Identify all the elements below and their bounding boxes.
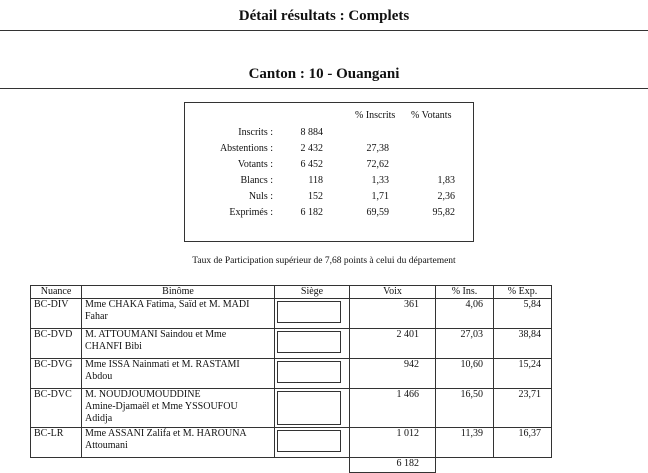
- summary-value: 6 452: [300, 159, 323, 170]
- summary-row-abstentions: [185, 143, 473, 159]
- cell-pct-ins: 10,60: [436, 359, 494, 389]
- results-table: [30, 285, 552, 473]
- summary-label: Exprimés :: [229, 207, 273, 218]
- cell-binome: [82, 329, 275, 359]
- cell-binome: [82, 389, 275, 428]
- summary-row-exprimes: [185, 207, 473, 223]
- table-row: [31, 389, 552, 428]
- summary-value: 118: [308, 175, 323, 186]
- cell-binome: [82, 299, 275, 329]
- cell-voix: 1 012: [350, 428, 436, 458]
- summary-value: 2 432: [300, 143, 323, 154]
- siege-box: [277, 331, 341, 353]
- binome-line: M. ATTOUMANI Saindou et Mme: [85, 329, 227, 340]
- binome-line: Amine-Djamaël et Mme YSSOUFOU: [85, 401, 238, 412]
- table-row: [31, 329, 552, 359]
- header-voix: Voix: [350, 286, 436, 299]
- summary-pct-votants: 2,36: [437, 191, 455, 202]
- cell-voix: 1 466: [350, 389, 436, 428]
- siege-box: [277, 430, 341, 452]
- title-divider: [0, 30, 648, 31]
- summary-box: [184, 102, 474, 242]
- table-row: [31, 299, 552, 329]
- header-pct-exp: % Exp.: [494, 286, 552, 299]
- siege-box: [277, 301, 341, 323]
- summary-label: Nuls :: [248, 191, 273, 202]
- cell-nuance: BC-DVC: [31, 389, 82, 428]
- canton-title: Canton : 10 - Ouangani: [248, 66, 400, 82]
- cell-siege: [275, 329, 350, 359]
- col-header-pct-inscrits: % Inscrits: [355, 110, 396, 121]
- siege-box: [277, 361, 341, 383]
- header-nuance: Nuance: [31, 286, 82, 299]
- cell-voix: 361: [350, 299, 436, 329]
- summary-pct-inscrits: 27,38: [366, 143, 389, 154]
- cell-siege: [275, 389, 350, 428]
- summary-pct-inscrits: 69,59: [366, 207, 389, 218]
- empty-cell: [31, 458, 82, 473]
- cell-siege: [275, 359, 350, 389]
- cell-voix: 942: [350, 359, 436, 389]
- cell-voix: 2 401: [350, 329, 436, 359]
- canton-divider: [0, 88, 648, 89]
- cell-pct-ins: 16,50: [436, 389, 494, 428]
- binome-line: M. NOUDJOUMOUDDINE: [85, 389, 201, 400]
- cell-pct-exp: 38,84: [494, 329, 552, 359]
- total-row: [31, 458, 552, 473]
- summary-label: Votants :: [237, 159, 273, 170]
- header-pct-ins: % Ins.: [436, 286, 494, 299]
- participation-note: Taux de Participation supérieur de 7,68 points à celui du département: [192, 256, 456, 266]
- cell-siege: [275, 299, 350, 329]
- total-voix: 6 182: [350, 458, 436, 473]
- col-header-pct-votants: % Votants: [411, 110, 452, 121]
- cell-nuance: BC-DVD: [31, 329, 82, 359]
- summary-pct-inscrits: 72,62: [366, 159, 389, 170]
- cell-nuance: BC-DIV: [31, 299, 82, 329]
- cell-binome: [82, 428, 275, 458]
- header-binome: Binôme: [82, 286, 275, 299]
- binome-line: CHANFI Bibi: [85, 341, 142, 352]
- cell-binome: [82, 359, 275, 389]
- summary-row-blancs: [185, 175, 473, 191]
- siege-box: [277, 391, 341, 425]
- cell-pct-exp: 5,84: [494, 299, 552, 329]
- empty-cell: [275, 458, 350, 473]
- binome-line: Abdou: [85, 371, 113, 382]
- summary-row-inscrits: [185, 127, 473, 143]
- results-header-row: [31, 286, 552, 299]
- empty-cell: [494, 458, 552, 473]
- summary-pct-votants: 95,82: [432, 207, 455, 218]
- empty-cell: [82, 458, 275, 473]
- summary-value: 152: [308, 191, 323, 202]
- summary-pct-inscrits: 1,33: [371, 175, 389, 186]
- binome-line: Adidja: [85, 413, 113, 424]
- summary-label: Abstentions :: [219, 143, 273, 154]
- cell-pct-exp: 16,37: [494, 428, 552, 458]
- cell-pct-exp: 15,24: [494, 359, 552, 389]
- cell-nuance: BC-DVG: [31, 359, 82, 389]
- cell-nuance: BC-LR: [31, 428, 82, 458]
- summary-pct-inscrits: 1,71: [371, 191, 389, 202]
- summary-label: Inscrits :: [238, 127, 273, 138]
- binome-line: Mme ISSA Nainmati et M. RASTAMI: [85, 359, 240, 370]
- cell-siege: [275, 428, 350, 458]
- binome-line: Fahar: [85, 311, 108, 322]
- summary-value: 6 182: [300, 207, 323, 218]
- page-title: Détail résultats : Complets: [238, 8, 410, 24]
- cell-pct-ins: 4,06: [436, 299, 494, 329]
- summary-value: 8 884: [300, 127, 323, 138]
- cell-pct-ins: 27,03: [436, 329, 494, 359]
- binome-line: Mme CHAKA Fatima, Saïd et M. MADI: [85, 299, 250, 310]
- table-row: [31, 359, 552, 389]
- summary-row-nuls: [185, 191, 473, 207]
- summary-pct-votants: 1,83: [437, 175, 455, 186]
- summary-row-votants: [185, 159, 473, 175]
- table-row: [31, 428, 552, 458]
- header-siege: Siège: [275, 286, 350, 299]
- empty-cell: [436, 458, 494, 473]
- binome-line: Mme ASSANI Zalifa et M. HAROUNA: [85, 428, 247, 439]
- binome-line: Attoumani: [85, 440, 128, 451]
- cell-pct-ins: 11,39: [436, 428, 494, 458]
- cell-pct-exp: 23,71: [494, 389, 552, 428]
- summary-label: Blancs :: [240, 175, 273, 186]
